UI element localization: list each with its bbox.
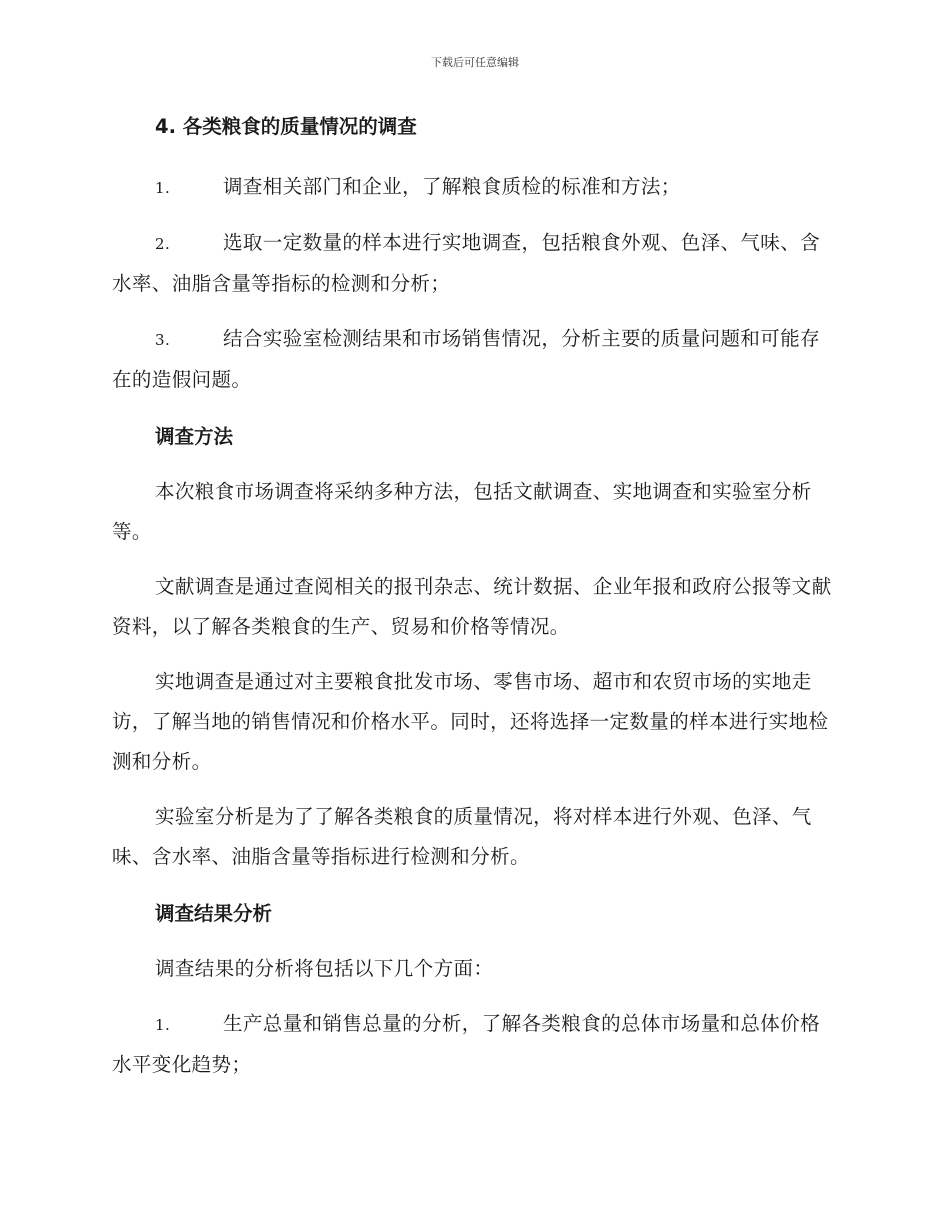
section-heading-quality-survey: 4. 各类粮食的质量情况的调查	[155, 115, 417, 138]
paragraph: 实地调查是通过对主要粮食批发市场、零售市场、超市和农贸市场的实地走访，了解当地的销售情况和价格水平。同时，还将选择一定数量的样本进行实地检测和分析。	[112, 670, 829, 773]
paragraph: 实验室分析是为了了解各类粮食的质量情况，将对样本进行外观、色泽、气味、含水率、油脂含量等指标进行检测和分析。	[112, 805, 812, 868]
list-item-number: 3.	[155, 331, 171, 349]
page-header: 下载后可任意编辑	[431, 56, 519, 69]
list-item	[112, 223, 832, 304]
list-item	[112, 319, 832, 400]
list-item-number: 2.	[155, 235, 171, 253]
list-item-text: 结合实验室检测结果和市场销售情况，分析主要的质量问题和可能存在的造假问题。	[112, 327, 821, 391]
paragraph: 文献调查是通过查阅相关的报刊杂志、统计数据、企业年报和政府公报等文献资料，以了解各类粮食的生产、贸易和价格等情况。	[112, 575, 832, 638]
document-body	[112, 112, 832, 1085]
list-item-number: 1.	[155, 1016, 171, 1034]
section-heading-results: 调查结果分析	[155, 902, 273, 925]
list-item	[112, 167, 832, 208]
list-item-text: 选取一定数量的样本进行实地调查，包括粮食外观、色泽、气味、含水率、油脂含量等指标的检测和分析；	[112, 231, 821, 295]
list-item-text: 调查相关部门和企业，了解粮食质检的标准和方法；	[223, 175, 681, 198]
list-item	[112, 1004, 832, 1085]
list-item-text: 生产总量和销售总量的分析，了解各类粮食的总体市场量和总体价格水平变化趋势；	[112, 1012, 821, 1076]
paragraph: 调查结果的分析将包括以下几个方面：	[155, 957, 494, 980]
list-item-number: 1.	[155, 179, 171, 197]
paragraph: 本次粮食市场调查将采纳多种方法，包括文献调查、实地调查和实验室分析等。	[112, 480, 812, 543]
section-heading-methods: 调查方法	[155, 425, 234, 448]
